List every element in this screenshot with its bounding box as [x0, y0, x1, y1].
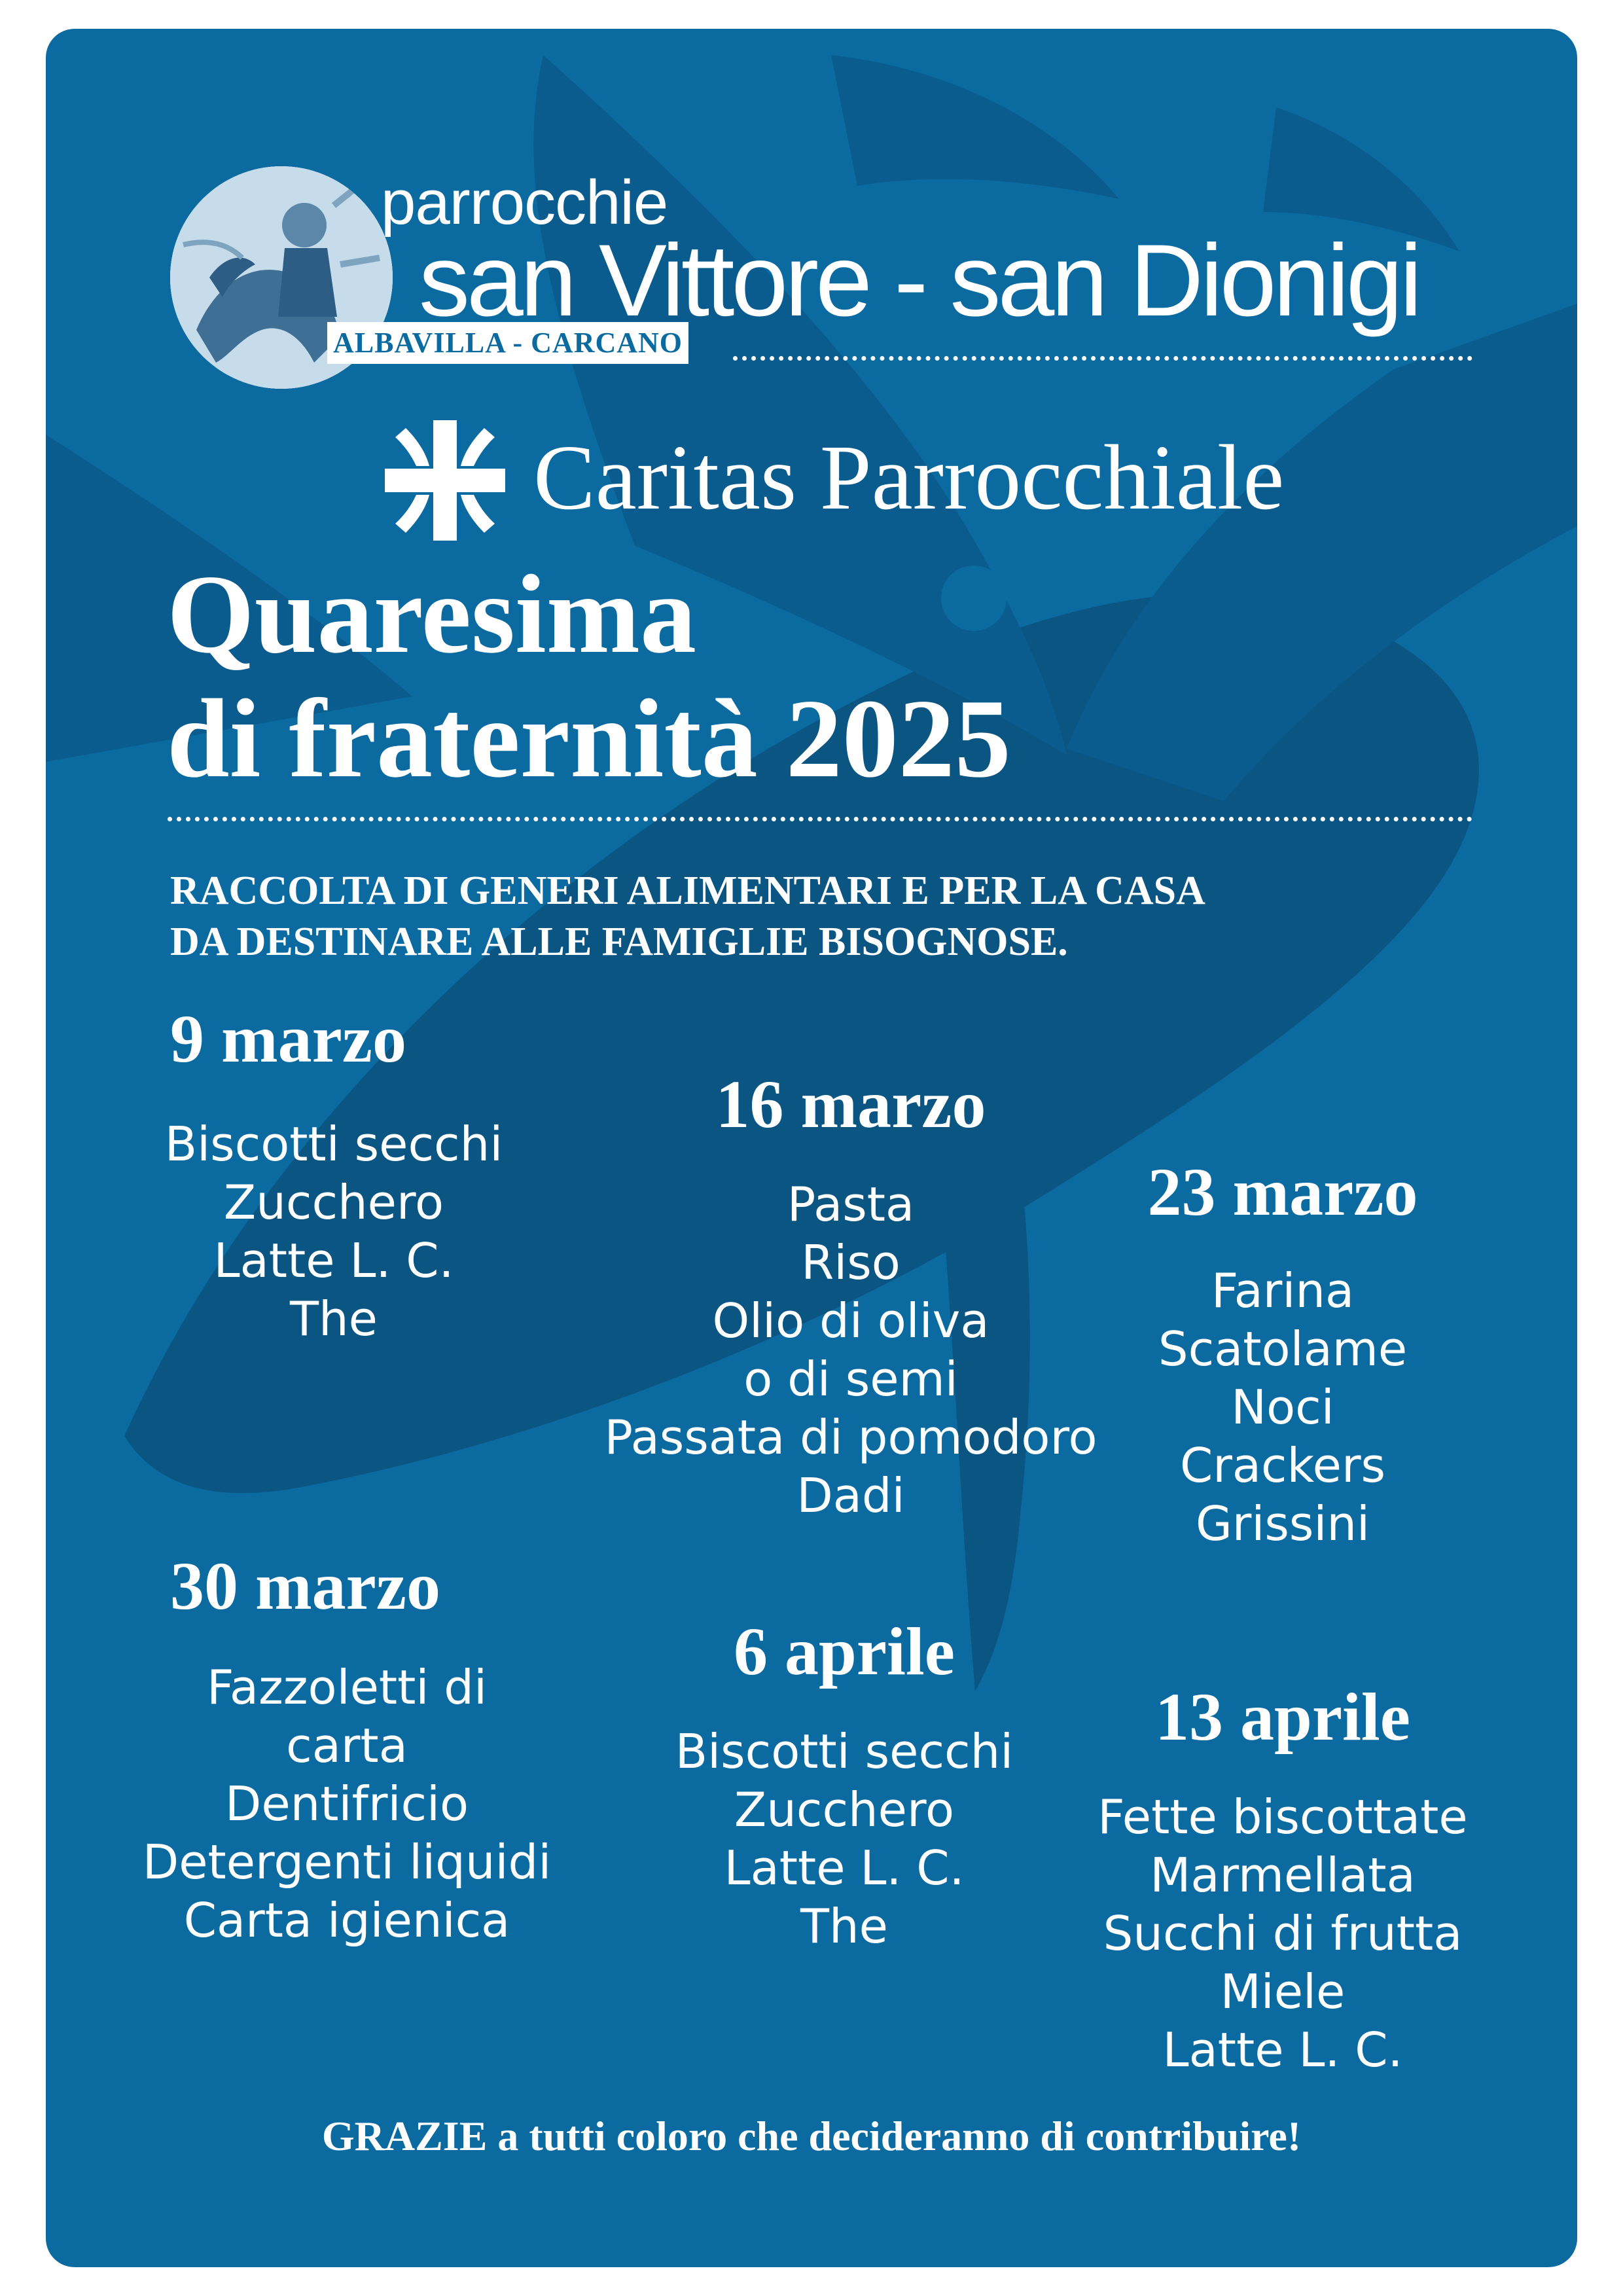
subtitle-line1: RACCOLTA DI GENERI ALIMENTARI E PER LA CASA: [170, 869, 1205, 913]
page-title-line1: Quaresima: [167, 552, 697, 677]
list-item: Miele: [1220, 1964, 1346, 2019]
list-item: Carta igienica: [183, 1893, 510, 1948]
date-23-marzo: 23 marzo: [1147, 1155, 1418, 1230]
items-16-marzo: [563, 1175, 1139, 1525]
list-item: Crackers: [1179, 1438, 1386, 1493]
list-item: Grissini: [1195, 1496, 1370, 1551]
list-item: carta: [286, 1718, 408, 1773]
list-item: Fazzoletti di: [207, 1660, 487, 1715]
list-item: Passata di pomodoro: [604, 1410, 1097, 1465]
poster: [46, 29, 1577, 2267]
list-item: Detergenti liquidi: [142, 1835, 552, 1890]
date-16-marzo: 16 marzo: [715, 1067, 986, 1142]
list-item: Latte L. C.: [213, 1233, 454, 1288]
parrocchie-label: parrocchie: [381, 168, 668, 238]
list-item: Zucchero: [734, 1782, 955, 1837]
subtitle-line2: DA DESTINARE ALLE FAMIGLIE BISOGNOSE.: [170, 920, 1068, 964]
list-item: The: [800, 1899, 888, 1954]
list-item: Riso: [801, 1235, 901, 1290]
list-item: Farina: [1211, 1263, 1355, 1318]
page-title-line2: di fraternità 2025: [167, 677, 1011, 801]
location-tag: ALBAVILLA - CARCANO: [327, 322, 688, 364]
date-30-marzo: 30 marzo: [170, 1549, 440, 1624]
list-item: Scatolame: [1158, 1321, 1408, 1376]
parish-name: san Vittore - san Dionigi: [419, 224, 1419, 338]
date-9-marzo: 9 marzo: [170, 1001, 406, 1077]
date-6-aprile: 6 aprile: [734, 1614, 955, 1689]
items-30-marzo: [131, 1659, 563, 1950]
list-item: Noci: [1231, 1380, 1334, 1435]
items-23-marzo: [1067, 1262, 1499, 1553]
list-item: Dadi: [796, 1468, 905, 1523]
list-item: Latte L. C.: [1162, 2022, 1403, 2077]
list-item: Biscotti secchi: [675, 1724, 1014, 1779]
items-9-marzo: [131, 1115, 537, 1348]
list-item: Succhi di frutta: [1103, 1906, 1463, 1961]
list-item: Biscotti secchi: [164, 1117, 503, 1172]
list-item: Fette biscottate: [1097, 1789, 1468, 1844]
list-item: Pasta: [787, 1177, 915, 1232]
caritas-label: Caritas Parrocchiale: [533, 425, 1285, 529]
thanks-message: GRAZIE a tutti coloro che decideranno di contribuire!: [321, 2113, 1302, 2159]
title-divider: [168, 817, 1472, 821]
items-13-aprile: [1047, 1788, 1518, 2079]
list-item: o di semi: [743, 1352, 958, 1407]
header-divider: [733, 356, 1472, 361]
list-item: Dentifricio: [224, 1776, 469, 1831]
list-item: Latte L. C.: [724, 1840, 965, 1895]
list-item: Marmellata: [1150, 1848, 1416, 1903]
list-item: Olio di oliva: [712, 1293, 990, 1348]
items-6-aprile: [622, 1723, 1067, 1956]
caritas-cross-icon: [380, 415, 510, 546]
list-item: Zucchero: [223, 1175, 444, 1230]
list-item: The: [290, 1291, 378, 1346]
date-13-aprile: 13 aprile: [1155, 1679, 1410, 1755]
